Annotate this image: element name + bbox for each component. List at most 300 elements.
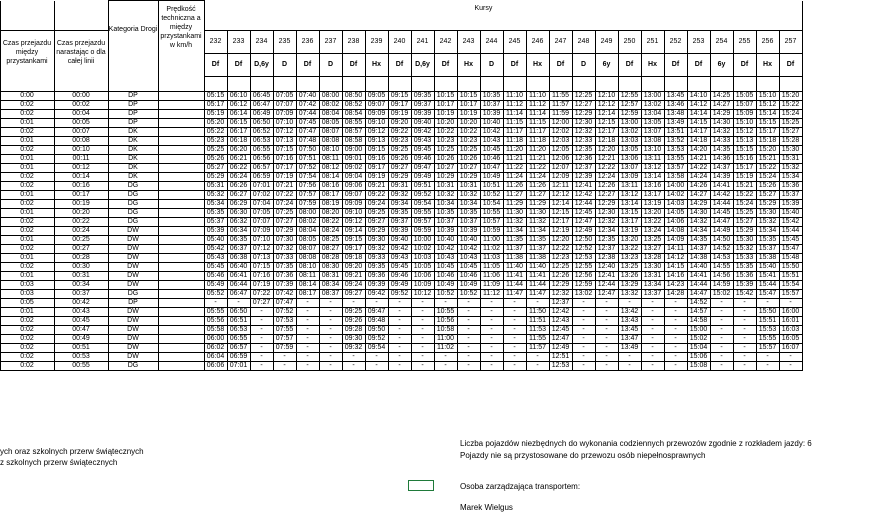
departure-time: 12:32 (595, 218, 618, 227)
table-row (0, 128, 802, 137)
course-type: Hx (457, 54, 480, 77)
departure-time: 16:00 (779, 308, 802, 317)
departure-time: 12:47 (549, 335, 572, 344)
departure-time: 14:44 (687, 281, 710, 290)
departure-time: 15:22 (733, 191, 756, 200)
departure-time: 15:42 (779, 218, 802, 227)
departure-time: - (457, 362, 480, 371)
departure-time: 14:30 (687, 209, 710, 218)
departure-time: 15:50 (756, 308, 779, 317)
departure-time: - (296, 344, 319, 353)
departure-time: - (250, 317, 273, 326)
departure-time: 13:30 (641, 263, 664, 272)
departure-time: 12:07 (549, 164, 572, 173)
departure-time: 06:56 (250, 155, 273, 164)
course-number: 235 (273, 31, 296, 54)
course-number: 244 (480, 31, 503, 54)
departure-time: 14:24 (687, 173, 710, 182)
cumulative-time: 00:43 (54, 308, 108, 317)
departure-time: 06:17 (227, 128, 250, 137)
time-between-stops: 0:02 (0, 362, 54, 371)
cumulative-time: 00:17 (54, 191, 108, 200)
course-number: 255 (733, 31, 756, 54)
departure-time: 09:52 (411, 191, 434, 200)
course-type: Df (296, 54, 319, 77)
departure-time: 09:07 (342, 191, 365, 200)
departure-time: - (756, 353, 779, 362)
departure-time: 11:18 (526, 137, 549, 146)
blank-cell (388, 77, 411, 92)
departure-time: 09:13 (365, 137, 388, 146)
departure-time: 08:17 (296, 290, 319, 299)
departure-time: - (572, 299, 595, 308)
blank-cell (319, 77, 342, 92)
departure-time: - (480, 335, 503, 344)
departure-time: - (319, 353, 342, 362)
departure-time: 09:37 (411, 101, 434, 110)
course-number: 251 (641, 31, 664, 54)
departure-time: 12:49 (549, 344, 572, 353)
course-type: 6y (595, 54, 618, 77)
departure-time: 09:55 (411, 209, 434, 218)
departure-time: - (733, 326, 756, 335)
departure-time: 13:52 (664, 137, 687, 146)
departure-time: 07:33 (273, 254, 296, 263)
departure-time: 09:14 (342, 227, 365, 236)
departure-time: 10:35 (480, 92, 503, 101)
course-number: 257 (779, 31, 802, 54)
speed-cell (158, 263, 204, 272)
departure-time: 12:15 (549, 209, 572, 218)
departure-time: 13:26 (618, 272, 641, 281)
departure-time: 09:30 (365, 236, 388, 245)
departure-time: - (641, 299, 664, 308)
time-between-stops: 0:02 (0, 245, 54, 254)
departure-time: 06:55 (250, 146, 273, 155)
time-between-stops: 0:02 (0, 146, 54, 155)
departure-time: - (457, 335, 480, 344)
departure-time: 08:00 (296, 209, 319, 218)
departure-time: 07:15 (273, 146, 296, 155)
departure-time: 05:37 (204, 218, 227, 227)
departure-time: - (273, 362, 296, 371)
departure-time: 15:51 (779, 272, 802, 281)
departure-time: - (411, 317, 434, 326)
departure-time: 15:12 (756, 101, 779, 110)
departure-time: 11:32 (526, 218, 549, 227)
departure-time: 05:26 (204, 155, 227, 164)
time-between-stops: 0:02 (0, 173, 54, 182)
departure-time: 07:10 (250, 236, 273, 245)
departure-time: 15:36 (779, 182, 802, 191)
departure-time: 12:26 (595, 182, 618, 191)
departure-time: 13:04 (641, 110, 664, 119)
departure-time: - (572, 335, 595, 344)
departure-time: 12:55 (618, 92, 641, 101)
departure-time: - (319, 344, 342, 353)
departure-time: 13:22 (641, 218, 664, 227)
departure-time: 13:06 (618, 155, 641, 164)
blank-cell (733, 77, 756, 92)
speed-cell (158, 290, 204, 299)
departure-time: 06:29 (227, 200, 250, 209)
departure-time: 13:29 (618, 281, 641, 290)
speed-cell (158, 200, 204, 209)
departure-time: 07:09 (250, 227, 273, 236)
table-row (0, 191, 802, 200)
departure-time: 13:02 (641, 101, 664, 110)
course-type: Df (549, 54, 572, 77)
departure-time: - (733, 299, 756, 308)
departure-time: - (526, 353, 549, 362)
blank-cell (618, 77, 641, 92)
departure-time: 10:43 (434, 254, 457, 263)
departure-time: 12:05 (549, 146, 572, 155)
departure-time: 10:32 (457, 191, 480, 200)
departure-time: 11:10 (526, 92, 549, 101)
departure-time: 09:36 (365, 272, 388, 281)
course-number: 256 (756, 31, 779, 54)
departure-time: - (365, 362, 388, 371)
departure-time: 13:19 (641, 200, 664, 209)
legend-left-1: ych oraz szkolnych przerw świątecznych (0, 447, 144, 456)
road-category: DG (108, 290, 158, 299)
course-type: Df (204, 54, 227, 77)
departure-time: 10:37 (434, 218, 457, 227)
departure-time: 10:43 (480, 137, 503, 146)
departure-time: 06:10 (227, 92, 250, 101)
departure-time: 14:32 (710, 128, 733, 137)
departure-time: 14:38 (687, 254, 710, 263)
time-between-stops: 0:01 (0, 119, 54, 128)
departure-time: 14:17 (687, 128, 710, 137)
departure-time: 09:15 (388, 92, 411, 101)
departure-time: 14:41 (687, 272, 710, 281)
departure-time: - (388, 353, 411, 362)
departure-time: 09:01 (342, 155, 365, 164)
departure-time: 11:17 (526, 128, 549, 137)
departure-time: 07:57 (273, 335, 296, 344)
time-between-stops: 0:05 (0, 299, 54, 308)
departure-time: 10:43 (457, 254, 480, 263)
speed-cell (158, 191, 204, 200)
departure-time: 08:04 (319, 110, 342, 119)
departure-time: - (342, 299, 365, 308)
departure-time: 07:16 (250, 272, 273, 281)
departure-time: 10:09 (411, 281, 434, 290)
course-type: Hx (641, 54, 664, 77)
time-between-stops: 0:03 (0, 281, 54, 290)
departure-time: 10:32 (434, 191, 457, 200)
departure-time: 11:40 (503, 263, 526, 272)
departure-time: - (411, 362, 434, 371)
course-number: 232 (204, 31, 227, 54)
departure-time: 06:49 (250, 110, 273, 119)
departure-time: - (457, 308, 480, 317)
table-row (0, 119, 802, 128)
legend-left-2: z szkolnych przerw świątecznych (0, 458, 118, 467)
time-between-stops: 0:01 (0, 308, 54, 317)
departure-time: 07:40 (296, 92, 319, 101)
departure-time: 13:07 (641, 128, 664, 137)
departure-time: 15:48 (779, 254, 802, 263)
road-category: DW (108, 236, 158, 245)
departure-time: 15:50 (779, 263, 802, 272)
departure-time: 11:21 (503, 155, 526, 164)
departure-time: 07:12 (250, 245, 273, 254)
cumulative-time: 00:02 (54, 101, 108, 110)
departure-time: 15:22 (779, 101, 802, 110)
departure-time: 10:52 (480, 191, 503, 200)
departure-time: 08:58 (342, 137, 365, 146)
departure-time: 15:26 (756, 182, 779, 191)
time-between-stops: 0:03 (0, 290, 54, 299)
departure-time: 09:20 (342, 263, 365, 272)
departure-time: 10:56 (434, 317, 457, 326)
blank-cell (641, 77, 664, 92)
departure-time: - (733, 308, 756, 317)
departure-time: 11:05 (480, 263, 503, 272)
departure-time: 14:10 (687, 92, 710, 101)
departure-time: 12:19 (549, 227, 572, 236)
departure-time: 09:19 (388, 110, 411, 119)
departure-time: 13:43 (618, 317, 641, 326)
departure-time: 09:25 (365, 209, 388, 218)
departure-time: 09:52 (388, 290, 411, 299)
departure-time: 12:37 (572, 164, 595, 173)
departure-time: 13:05 (641, 119, 664, 128)
departure-time: - (480, 317, 503, 326)
departure-time: 07:04 (250, 200, 273, 209)
departure-time: 15:02 (710, 290, 733, 299)
cumulative-time: 00:55 (54, 362, 108, 371)
departure-time: 07:10 (273, 119, 296, 128)
departure-time: 14:27 (710, 101, 733, 110)
departure-time: 13:09 (618, 173, 641, 182)
departure-time: 07:32 (273, 245, 296, 254)
departure-time: 13:07 (618, 164, 641, 173)
departure-time: 08:54 (342, 110, 365, 119)
departure-time: 15:33 (733, 254, 756, 263)
departure-time: 12:44 (572, 200, 595, 209)
departure-time: - (710, 308, 733, 317)
departure-time: 14:58 (687, 317, 710, 326)
departure-time: 10:52 (457, 290, 480, 299)
departure-time: 09:21 (342, 272, 365, 281)
departure-time: 13:49 (664, 119, 687, 128)
departure-time: 14:52 (710, 245, 733, 254)
departure-time: 15:47 (756, 290, 779, 299)
departure-time: 09:16 (365, 155, 388, 164)
departure-time: 12:29 (549, 281, 572, 290)
course-number: 249 (595, 31, 618, 54)
departure-time: 09:10 (365, 119, 388, 128)
departure-time: - (733, 362, 756, 371)
road-category: DW (108, 281, 158, 290)
time-between-stops: 0:01 (0, 236, 54, 245)
departure-time: 12:47 (572, 218, 595, 227)
departure-time: 14:39 (710, 173, 733, 182)
table-row (0, 299, 802, 308)
departure-time: 07:24 (273, 200, 296, 209)
departure-time: - (710, 353, 733, 362)
departure-time: 09:02 (342, 164, 365, 173)
departure-time: - (595, 299, 618, 308)
departure-time: 12:21 (595, 155, 618, 164)
departure-time: 14:15 (687, 119, 710, 128)
departure-time: 08:24 (319, 227, 342, 236)
departure-time: 14:47 (687, 290, 710, 299)
departure-time: 15:20 (779, 92, 802, 101)
departure-time: 09:49 (388, 281, 411, 290)
departure-time: 15:32 (733, 245, 756, 254)
departure-time: 12:57 (618, 101, 641, 110)
departure-time: 14:16 (664, 272, 687, 281)
departure-time: 09:57 (411, 218, 434, 227)
departure-time: 06:38 (227, 254, 250, 263)
road-category: DG (108, 218, 158, 227)
departure-time: 15:29 (756, 200, 779, 209)
departure-time: - (503, 335, 526, 344)
departure-time: 07:19 (250, 281, 273, 290)
departure-time: 15:24 (733, 200, 756, 209)
departure-time: 12:29 (572, 110, 595, 119)
course-type: Df (388, 54, 411, 77)
departure-time: 09:42 (365, 290, 388, 299)
departure-time: 14:27 (687, 191, 710, 200)
departure-time: 13:32 (618, 290, 641, 299)
departure-time: 11:35 (526, 236, 549, 245)
departure-time: 09:42 (388, 245, 411, 254)
table-row (0, 209, 802, 218)
departure-time: 15:13 (733, 137, 756, 146)
departure-time: 12:24 (595, 173, 618, 182)
departure-time: 07:17 (273, 164, 296, 173)
departure-time: 10:19 (434, 110, 457, 119)
departure-time: - (319, 299, 342, 308)
departure-time: 15:09 (733, 110, 756, 119)
departure-time: 06:45 (250, 92, 273, 101)
departure-time: 09:43 (411, 137, 434, 146)
departure-time: 10:49 (434, 281, 457, 290)
departure-time: 06:59 (227, 353, 250, 362)
departure-time: 13:11 (641, 155, 664, 164)
departure-time: 13:53 (664, 146, 687, 155)
departure-time: 09:48 (365, 317, 388, 326)
departure-time: 11:27 (526, 191, 549, 200)
departure-time: 15:37 (756, 245, 779, 254)
departure-time: 09:25 (388, 146, 411, 155)
speed-cell (158, 326, 204, 335)
departure-time: 08:07 (296, 245, 319, 254)
departure-time: 09:17 (365, 164, 388, 173)
blank-cell (204, 77, 227, 92)
departure-time: 12:26 (549, 272, 572, 281)
time-between-stops: 0:02 (0, 218, 54, 227)
course-number: 237 (319, 31, 342, 54)
departure-time: 11:47 (503, 290, 526, 299)
departure-time: 15:39 (733, 281, 756, 290)
departure-time: 09:15 (365, 146, 388, 155)
departure-time: 15:57 (756, 344, 779, 353)
departure-time: 10:37 (457, 218, 480, 227)
departure-time: - (296, 353, 319, 362)
departure-time: 05:20 (204, 119, 227, 128)
departure-time: 07:54 (296, 173, 319, 182)
departure-time: 13:24 (641, 227, 664, 236)
table-row (0, 200, 802, 209)
departure-time: 12:22 (549, 245, 572, 254)
departure-time: 05:34 (204, 200, 227, 209)
departure-time: 14:45 (710, 209, 733, 218)
departure-time: 12:53 (549, 362, 572, 371)
departure-time: 10:29 (457, 173, 480, 182)
departure-time: 16:05 (779, 335, 802, 344)
departure-time: 09:29 (388, 173, 411, 182)
departure-time: 15:31 (779, 155, 802, 164)
departure-time: - (595, 308, 618, 317)
departure-time: - (411, 353, 434, 362)
departure-time: 16:07 (779, 344, 802, 353)
departure-time: 10:34 (457, 200, 480, 209)
selected-cell-marker (408, 480, 434, 491)
departure-time: 14:20 (687, 146, 710, 155)
table-row (0, 173, 802, 182)
departure-time: 15:34 (756, 227, 779, 236)
departure-time: 12:33 (572, 137, 595, 146)
departure-time: 10:31 (434, 182, 457, 191)
departure-time: 09:00 (342, 146, 365, 155)
departure-time: - (664, 344, 687, 353)
table-row (0, 227, 802, 236)
departure-time: - (319, 326, 342, 335)
departure-time: 11:55 (526, 335, 549, 344)
departure-time: 10:45 (457, 263, 480, 272)
time-between-stops: 0:02 (0, 317, 54, 326)
departure-time: 15:27 (733, 218, 756, 227)
blank-cell (342, 77, 365, 92)
departure-time: 13:45 (664, 92, 687, 101)
table-row (0, 326, 802, 335)
departure-time: - (618, 353, 641, 362)
departure-time: - (480, 344, 503, 353)
departure-time: 15:36 (733, 272, 756, 281)
departure-time: - (779, 299, 802, 308)
departure-time: 12:12 (549, 191, 572, 200)
departure-time: 10:57 (480, 218, 503, 227)
departure-time: 07:53 (273, 317, 296, 326)
road-category: DK (108, 155, 158, 164)
table-row (0, 137, 802, 146)
departure-time: 12:22 (595, 164, 618, 173)
departure-time: 08:25 (319, 236, 342, 245)
departure-time: 12:44 (595, 281, 618, 290)
departure-time: 07:27 (273, 218, 296, 227)
departure-time: 07:52 (296, 164, 319, 173)
departure-time: 10:29 (434, 173, 457, 182)
departure-time: 06:15 (227, 119, 250, 128)
road-category: DW (108, 335, 158, 344)
departure-time: - (503, 326, 526, 335)
cumulative-time: 00:47 (54, 326, 108, 335)
departure-time: 15:34 (779, 173, 802, 182)
course-type: D (273, 54, 296, 77)
departure-time: 11:51 (526, 317, 549, 326)
departure-time: - (296, 326, 319, 335)
departure-time: 09:51 (411, 182, 434, 191)
departure-time: - (480, 326, 503, 335)
departure-time: 06:32 (227, 218, 250, 227)
